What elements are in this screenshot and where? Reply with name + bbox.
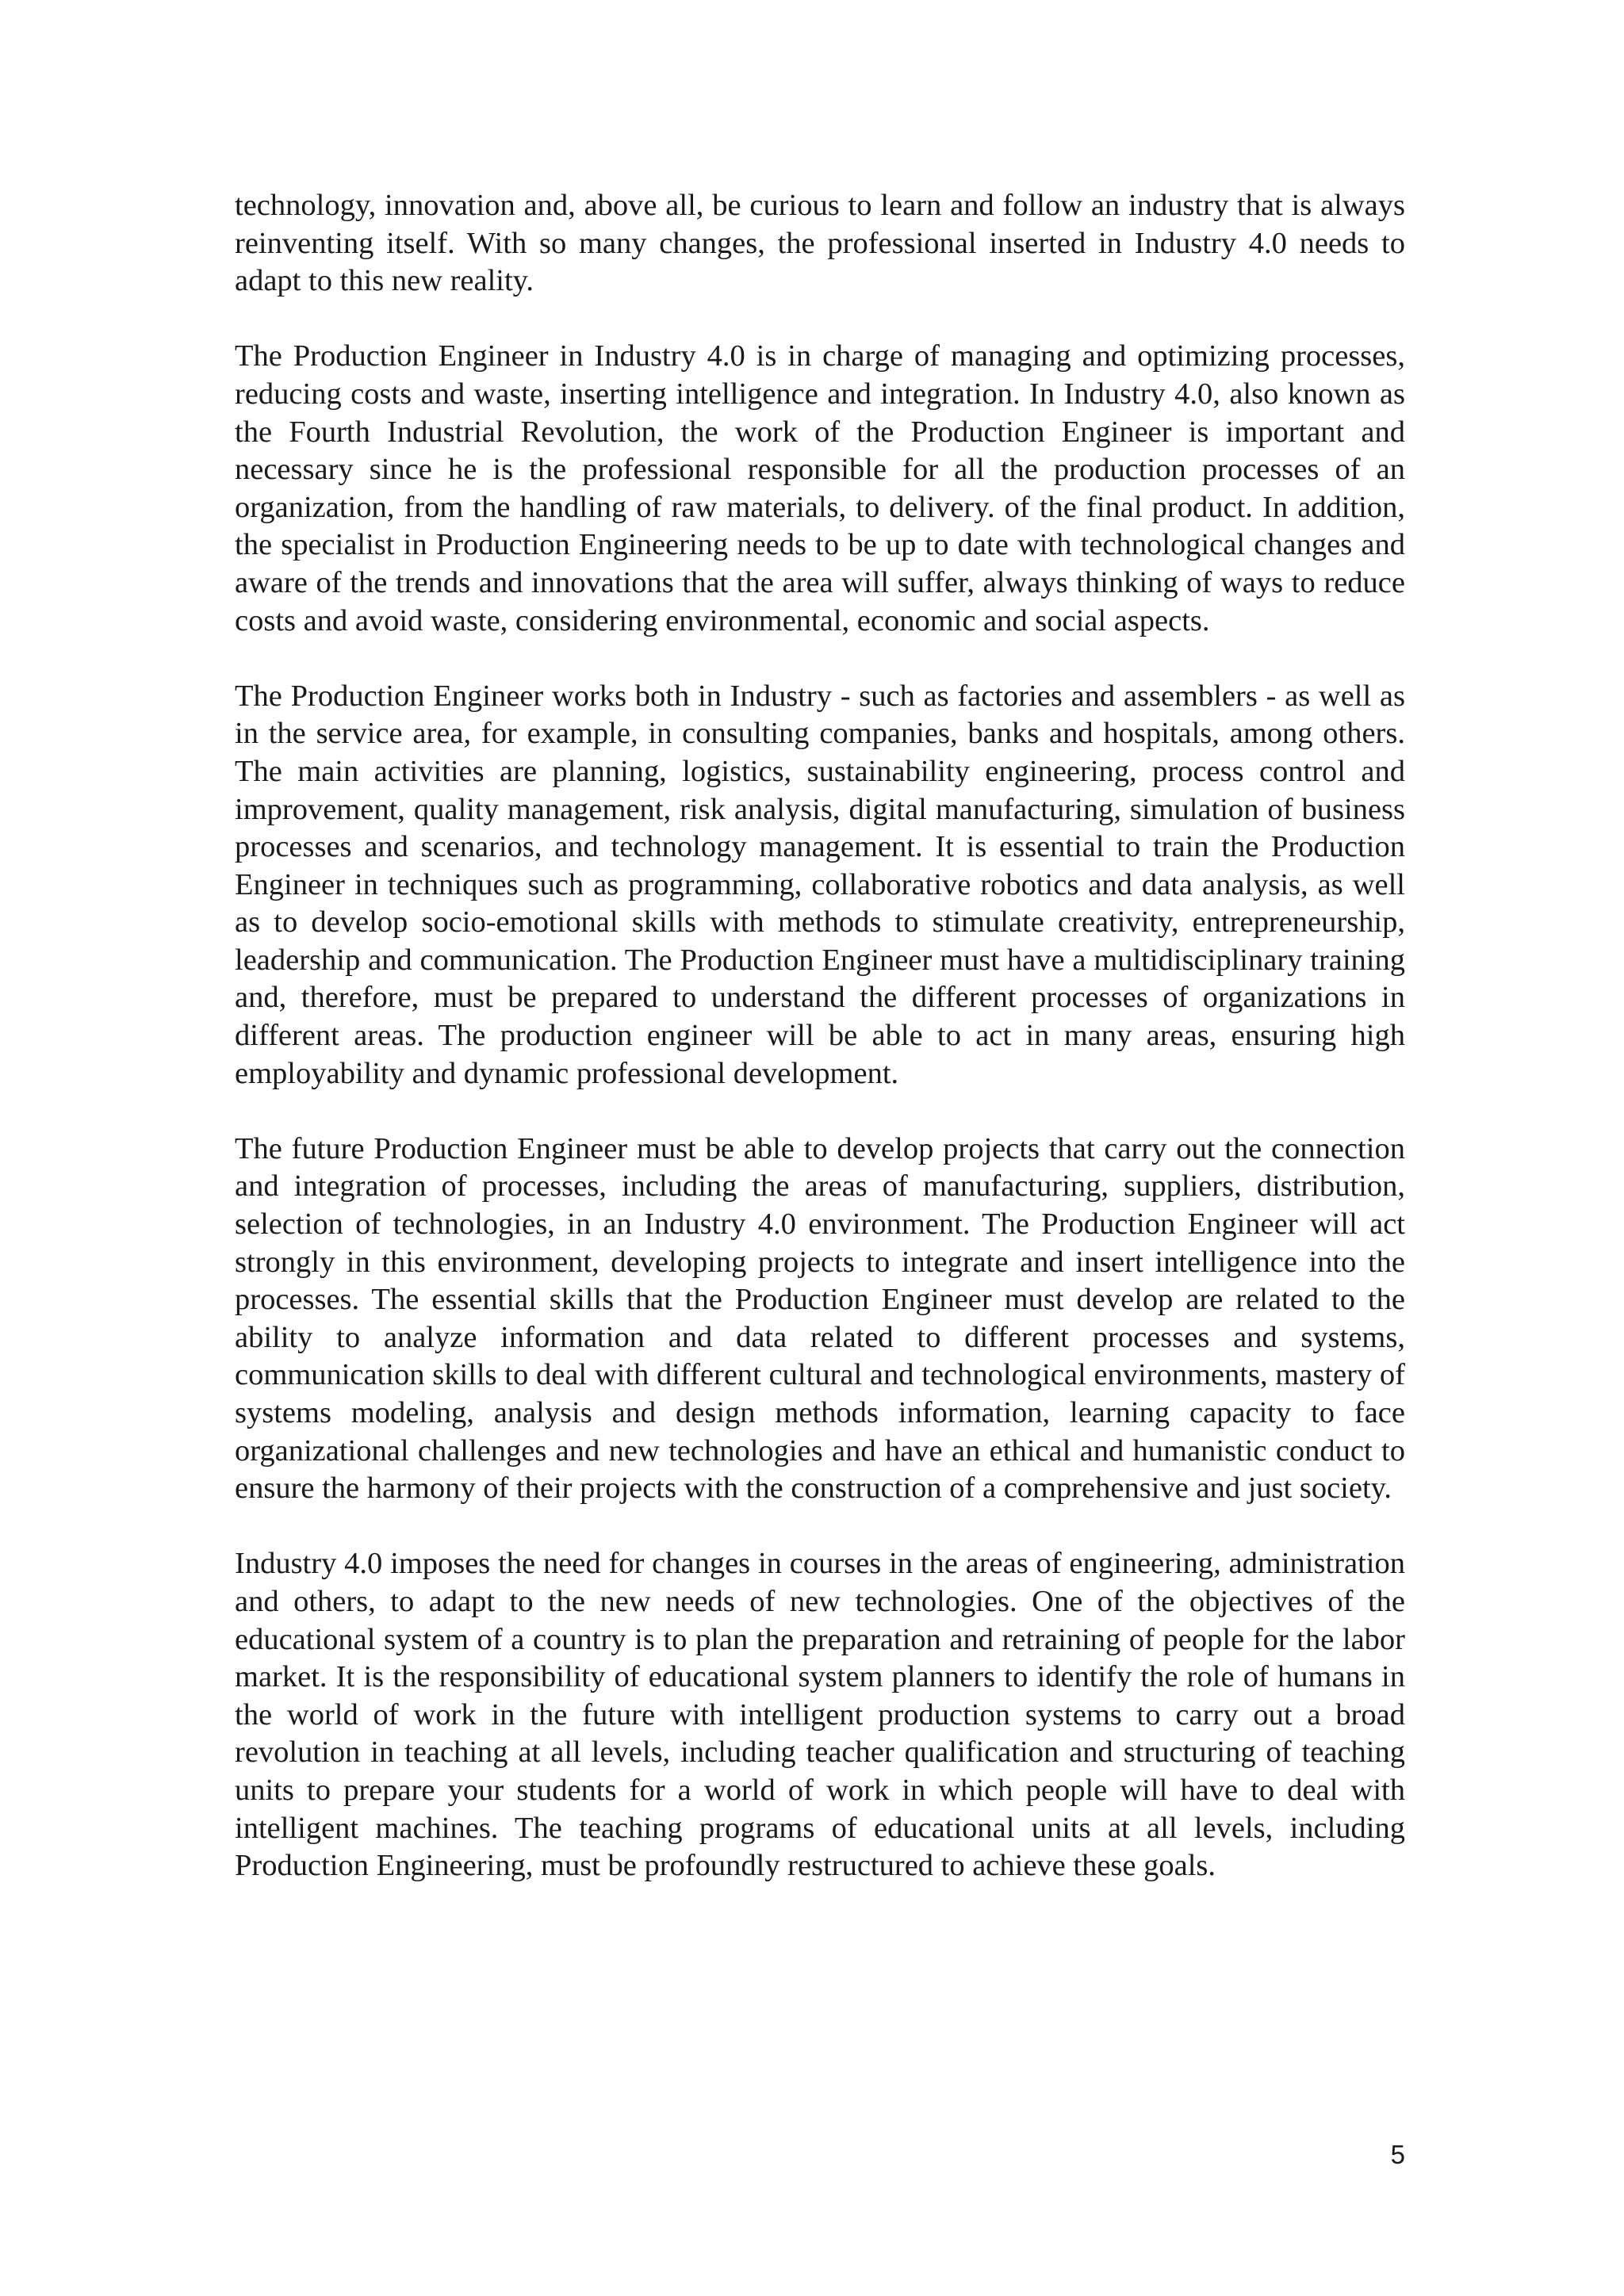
- paragraph-5: Industry 4.0 imposes the need for changes in courses in the areas of engineering, administration and others, to adapt to the new needs of new technologies. One of the objectives of the educational system of a country is to plan the preparation and retraining of people for the labor market. It is the responsibility of educational system planners to identify the role of humans in the world of work in the future with intelligent production systems to carry out a broad revolution in teaching at all levels, including teacher qualification and structuring of teaching units to prepare your students for a world of work in which people will have to deal with intelligent machines. The teaching programs of educational units at all levels, including Production Engineering, must be profoundly restructured to achieve these goals.: [235, 1547, 1405, 1883]
- paragraph-2: The Production Engineer in Industry 4.0 is in charge of managing and optimizing processes, reducing costs and waste, inserting intelligence and integration. In Industry 4.0, also known as the Fourth Industrial Revolution, the work of the Production Engineer is important and necessary since he is the professional responsible for all the production processes of an organization, from the handling of raw materials, to delivery. of the final product. In addition, the specialist in Production Engineering needs to be up to date with technological changes and aware of the trends and innovations that the area will suffer, always thinking of ways to reduce costs and avoid waste, considering environmental, economic and social aspects.: [235, 339, 1405, 637]
- paragraph-3: The Production Engineer works both in Industry - such as factories and assemblers - as well as in the service area, for example, in consulting companies, banks and hospitals, among others. The main activities are planning, logistics, sustainability engineering, process control and improvement, quality management, risk analysis, digital manufacturing, simulation of business processes and scenarios, and technology management. It is essential to train the Production Engineer in techniques such as programming, collaborative robotics and data analysis, as well as to develop socio-emotional skills with methods to stimulate creativity, entrepreneurship, leadership and communication. The Production Engineer must have a multidisciplinary training and, therefore, must be prepared to understand the different processes of organizations in different areas. The production engineer will be able to act in many areas, ensuring high employability and dynamic professional development.: [235, 679, 1405, 1090]
- body-text: [235, 187, 1405, 1885]
- paragraph-4: The future Production Engineer must be able to develop projects that carry out the connection and integration of processes, including the areas of manufacturing, suppliers, distribution, selection of technologies, in an Industry 4.0 environment. The Production Engineer will act strongly in this environment, developing projects to integrate and insert intelligence into the processes. The essential skills that the Production Engineer must develop are related to the ability to analyze information and data related to different processes and systems, communication skills to deal with different cultural and technological environments, mastery of systems modeling, analysis and design methods information, learning capacity to face organizational challenges and new technologies and have an ethical and humanistic conduct to ensure the harmony of their projects with the construction of a comprehensive and just society.: [235, 1131, 1405, 1506]
- page-number: 5: [1390, 2140, 1405, 2169]
- paragraph-1: technology, innovation and, above all, be curious to learn and follow an industry that is always reinventing itself. With so many changes, the professional inserted in Industry 4.0 needs to adapt to this new reality.: [235, 189, 1405, 298]
